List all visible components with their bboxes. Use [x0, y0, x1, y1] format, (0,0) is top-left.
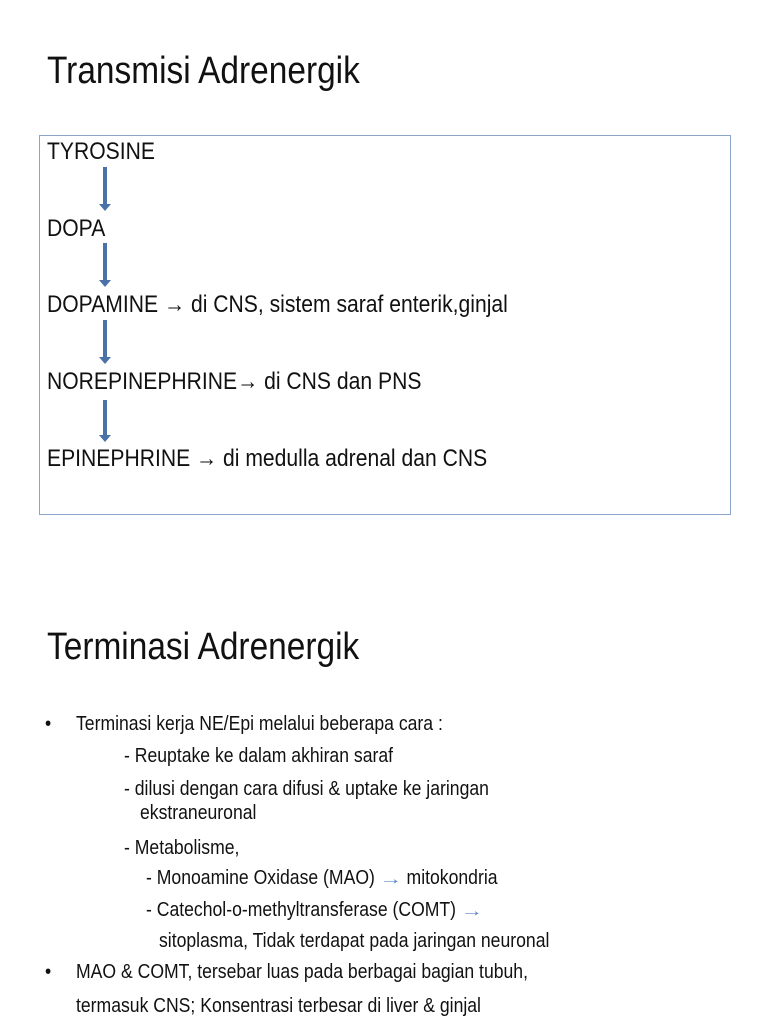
- right-arrow-icon: →: [163, 291, 186, 318]
- step-name: NOREPINEPHRINE: [47, 368, 238, 395]
- step-tyrosine: [47, 138, 155, 166]
- sub-line: sitoplasma, Tidak terdapat pada jaringan neuronal: [159, 930, 550, 952]
- sub-line: ekstraneuronal: [140, 802, 257, 824]
- right-arrow-icon: →: [460, 903, 484, 920]
- step-name: TYROSINE: [47, 138, 155, 165]
- sub-line: - Metabolisme,: [124, 837, 240, 859]
- sub-line: [146, 867, 498, 890]
- sub-line: - Reuptake ke dalam akhiran saraf: [124, 745, 394, 767]
- bullet-icon: •: [45, 713, 52, 735]
- down-arrow-icon: [103, 400, 107, 436]
- mao-text: - Monoamine Oxidase (MAO): [146, 867, 375, 889]
- right-arrow-icon: →: [379, 871, 402, 888]
- right-arrow-icon: →: [196, 445, 218, 472]
- step-name: DOPAMINE: [47, 291, 159, 318]
- step-note: di CNS, sistem saraf enterik,ginjal: [185, 291, 508, 318]
- bullet-icon: •: [45, 961, 52, 983]
- step-name: EPINEPHRINE: [47, 445, 191, 472]
- step-dopamine: [47, 291, 508, 319]
- slide1-title: Transmisi Adrenergik: [47, 50, 360, 92]
- mao-location: mitokondria: [406, 867, 498, 889]
- sub-line: [146, 899, 488, 922]
- step-note: di CNS dan PNS: [258, 368, 422, 395]
- down-arrow-icon: [103, 167, 107, 205]
- comt-text: - Catechol-o-methyltransferase (COMT): [146, 899, 457, 921]
- bullet-line: MAO & COMT, tersebar luas pada berbagai bagian tubuh,: [76, 961, 528, 983]
- down-arrow-icon: [103, 243, 107, 281]
- bullet-line: Terminasi kerja NE/Epi melalui beberapa cara :: [76, 713, 443, 735]
- step-note: di medulla adrenal dan CNS: [217, 445, 488, 472]
- bullet-line: termasuk CNS; Konsentrasi terbesar di liver & ginjal: [76, 995, 481, 1017]
- step-name: DOPA: [47, 215, 106, 242]
- right-arrow-icon: →: [237, 368, 259, 395]
- step-epinephrine: [47, 445, 487, 473]
- step-norepinephrine: [47, 368, 421, 396]
- sub-line: - dilusi dengan cara difusi & uptake ke jaringan: [124, 778, 489, 800]
- down-arrow-icon: [103, 320, 107, 358]
- slide2-title: Terminasi Adrenergik: [47, 626, 360, 668]
- step-dopa: [47, 215, 105, 243]
